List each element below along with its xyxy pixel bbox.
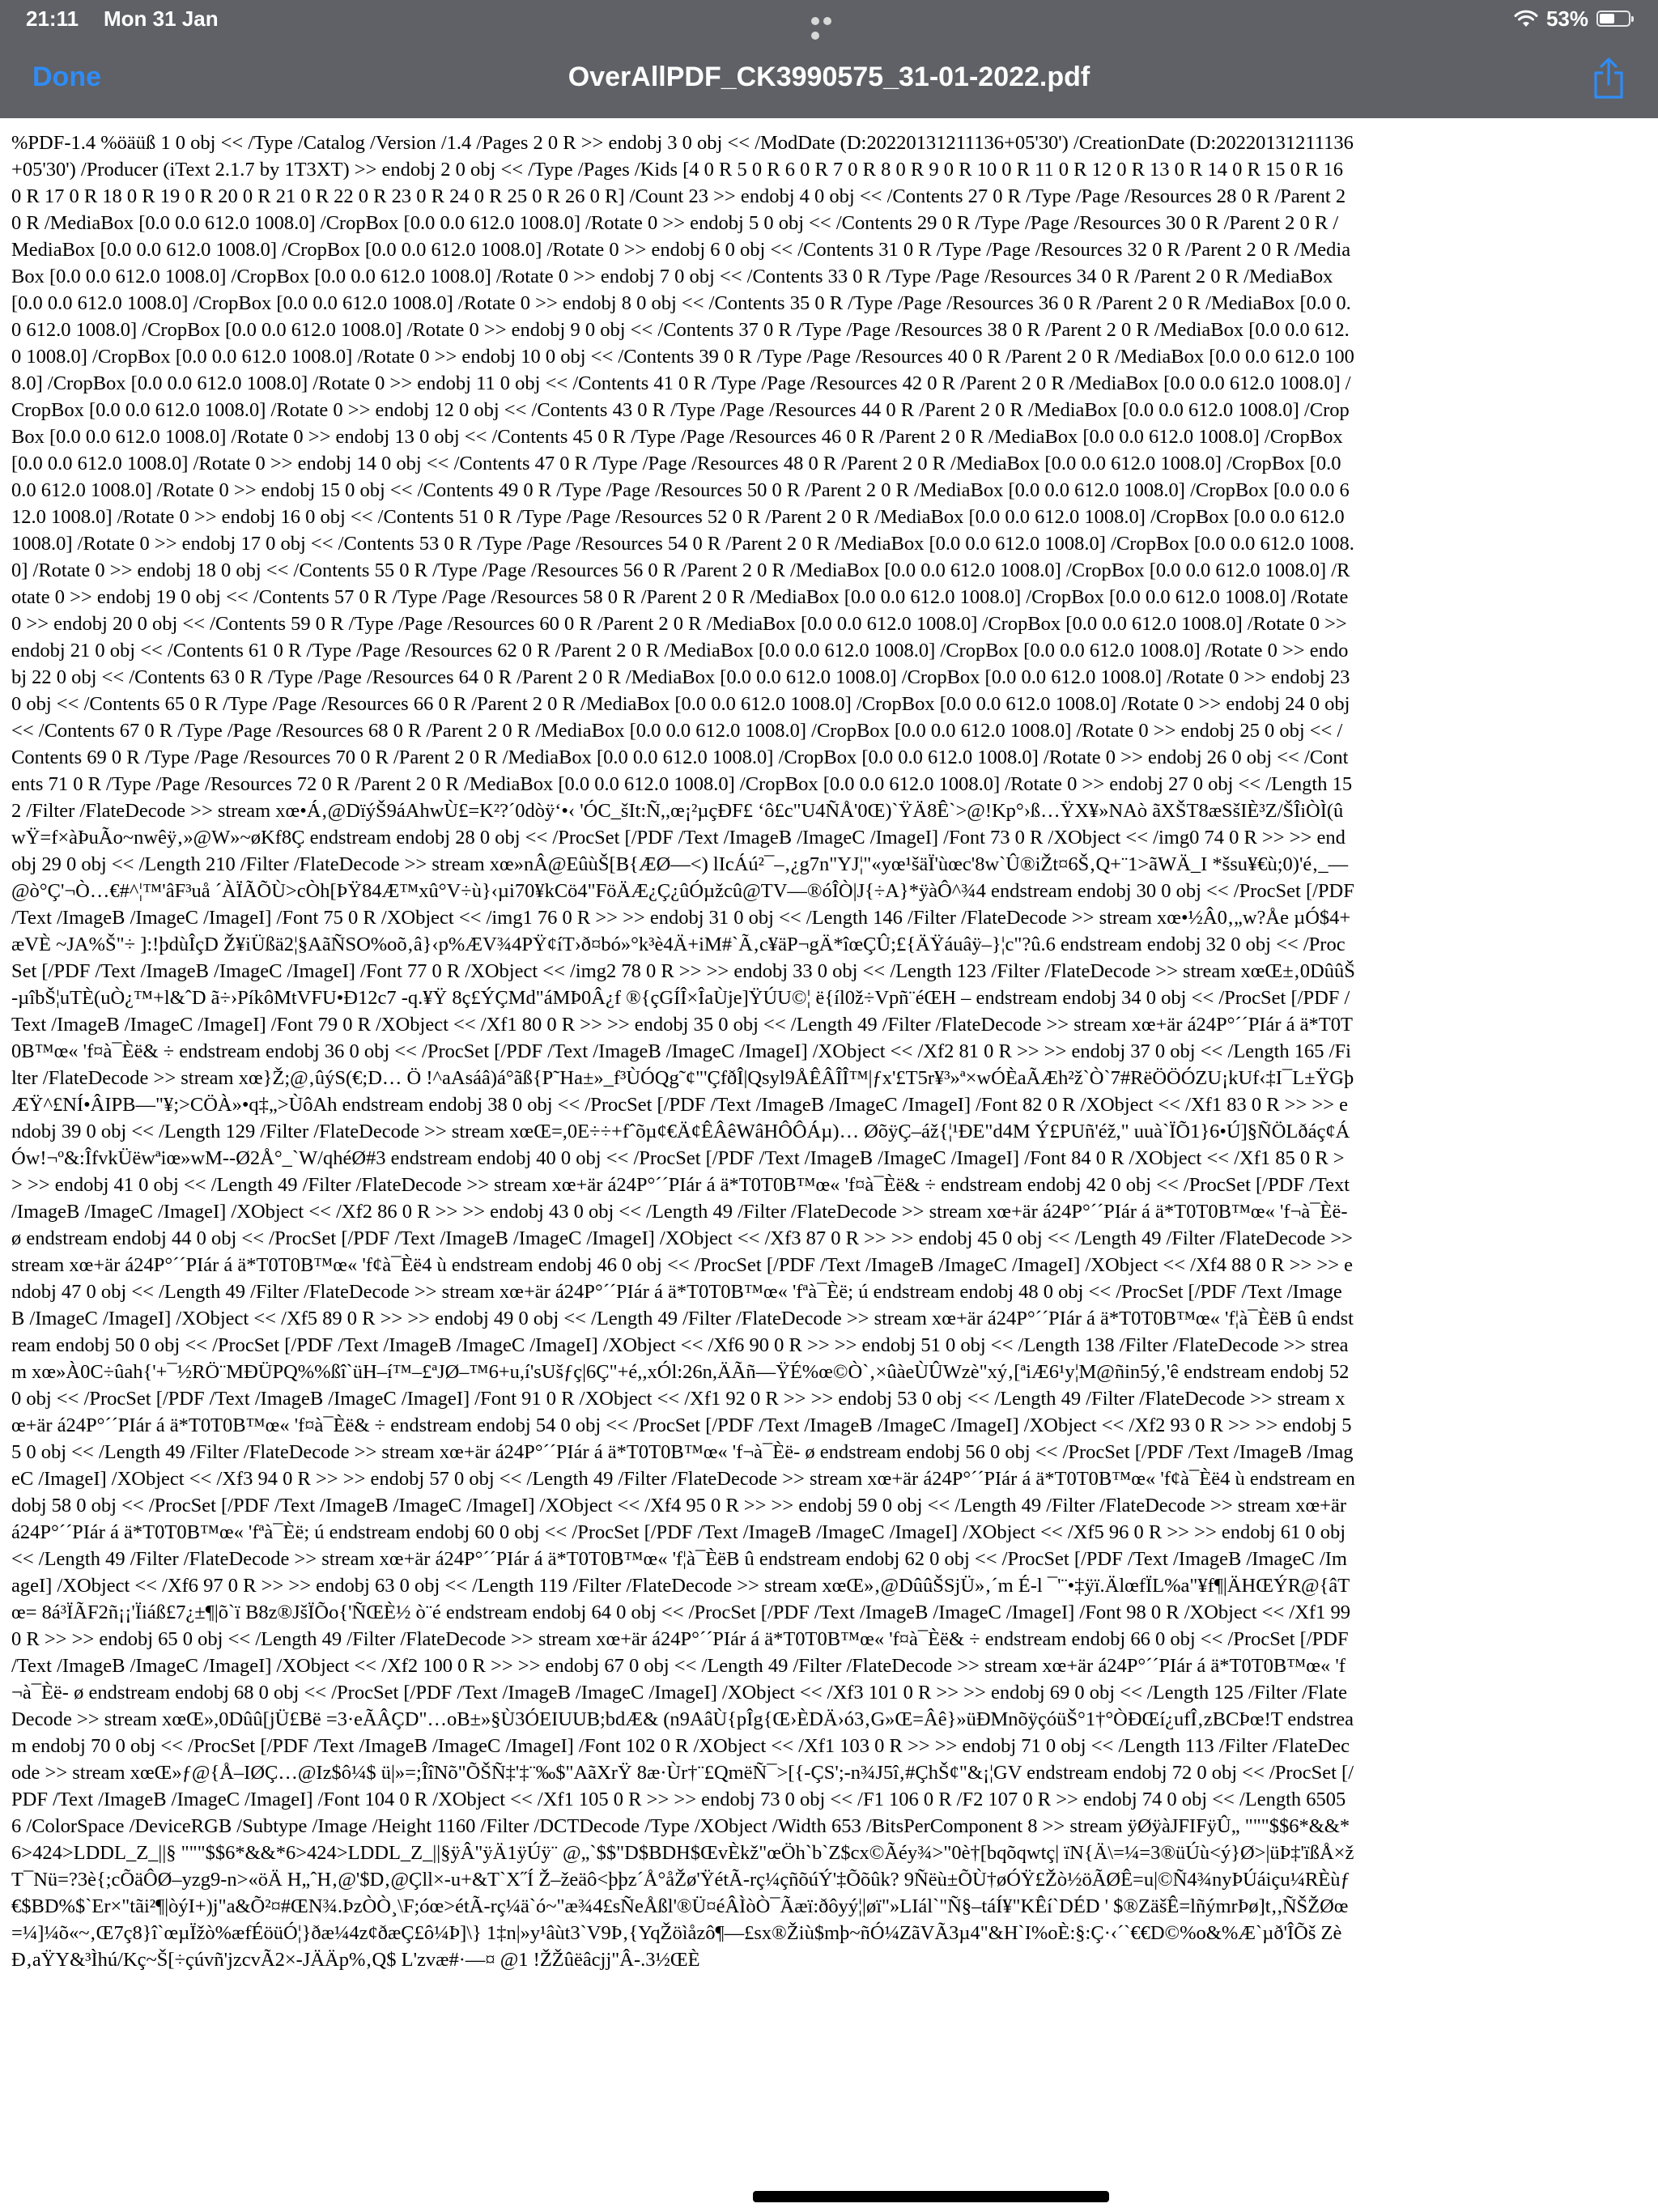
status-time: 21:11	[26, 6, 79, 31]
multitasking-handle-icon[interactable]	[811, 15, 847, 23]
battery-percent: 53%	[1545, 6, 1588, 31]
done-button[interactable]: Done	[32, 62, 101, 92]
document-title: OverAllPDF_CK3990575_31-01-2022.pdf	[568, 62, 1090, 92]
wifi-icon	[1514, 9, 1538, 28]
battery-icon	[1596, 11, 1630, 27]
status-indicators	[1514, 5, 1630, 32]
status-date: Mon 31 Jan	[104, 6, 219, 31]
redaction-bar	[753, 2191, 1109, 2202]
pdf-viewer-toolbar	[0, 0, 1658, 118]
battery-level-fill	[1600, 14, 1614, 23]
pdf-raw-text-content: %PDF-1.4 %öäüß 1 0 obj << /Type /Catalog /Version /1.4 /Pages 2 0 R >> endobj 3 0 obj << /ModDate (D:20220131211136+05'30') /CreationDate (D:20220131211136+05'30') /Producer (iText 2.1.7 by 1T3XT) >> endobj 2 0 obj << /Type /Pages /Kids [4 0 R 5 0 R 6 0 R 7 0 R 8 0 R 9 0 R 10 0 R 11 0 R 12 0 R 13 0 R 14 0 R 15 0 R 16 0 R 17 0 R 18 0 R 19 0 R 20 0 R 21 0 R 22 0 R 23 0 R 24 0 R 25 0 R 26 0 R] /Count 23 >> endobj 4 0 obj << /Contents 27 0 R /Type /Page /Resources 28 0 R /Parent 2 0 R /MediaBox [0.0 0.0 612.0 1008.0] /CropBox [0.0 0.0 612.0 1008.0] /Rotate 0 >> endobj 5 0 obj << /Contents 29 0 R /Type /Page /Resources 30 0 R /Parent 2 0 R /MediaBox [0.0 0.0 612.0 1008.0] /CropBox [0.0 0.0 612.0 1008.0] /Rotate 0 >> endobj 6 0 obj << /Contents 31 0 R /Type /Page /Resources 32 0 R /Parent 2 0 R /MediaBox [0.0 0.0 612.0 1008.0] /CropBox [0.0 0.0 612.0 1008.0] /Rotate 0 >> endobj 7 0 obj << /Contents 33 0 R /Type /Page /Resources 34 0 R /Parent 2 0 R /MediaBox [0.0 0.0 612.0 1008.0] /CropBox [0.0 0.0 612.0 1008.0] /Rotate 0 >> endobj 8 0 obj << /Contents 35 0 R /Type /Page /Resources 36 0 R /Parent 2 0 R /MediaBox [0.0 0.0 612.0 1008.0] /CropBox [0.0 0.0 612.0 1008.0] /Rotate 0 >> endobj 9 0 obj << /Contents 37 0 R /Type /Page /Resources 38 0 R /Parent 2 0 R /MediaBox [0.0 0.0 612.0 1008.0] /CropBox [0.0 0.0 612.0 1008.0] /Rotate 0 >> endobj 10 0 obj << /Contents 39 0 R /Type /Page /Resources 40 0 R /Parent 2 0 R /MediaBox [0.0 0.0 612.0 1008.0] /CropBox [0.0 0.0 612.0 1008.0] /Rotate 0 >> endobj 11 0 obj << /Contents 41 0 R /Type /Page /Resources 42 0 R /Parent 2 0 R /MediaBox [0.0 0.0 612.0 1008.0] /CropBox [0.0 0.0 612.0 1008.0] /Rotate 0 >> endobj 12 0 obj << /Contents 43 0 R /Type /Page /Resources 44 0 R /Parent 2 0 R /MediaBox [0.0 0.0 612.0 1008.0] /CropBox [0.0 0.0 612.0 1008.0] /Rotate 0 >> endobj 13 0 obj << /Contents 45 0 R /Type /Page /Resources 46 0 R /Parent 2 0 R /MediaBox [0.0 0.0 612.0 1008.0] /CropBox [0.0 0.0 612.0 1008.0] /Rotate 0 >> endobj 14 0 obj << /Contents 47 0 R /Type /Page /Resources 48 0 R /Parent 2 0 R /MediaBox [0.0 0.0 612.0 1008.0] /CropBox [0.0 0.0 612.0 1008.0] /Rotate 0 >> endobj 15 0 obj << /Contents 49 0 R /Type /Page /Resources 50 0 R /Parent 2 0 R /MediaBox [0.0 0.0 612.0 1008.0] /CropBox [0.0 0.0 612.0 1008.0] /Rotate 0 >> endobj 16 0 obj << /Contents 51 0 R /Type /Page /Resources 52 0 R /Parent 2 0 R /MediaBox [0.0 0.0 612.0 1008.0] /CropBox [0.0 0.0 612.0 1008.0] /Rotate 0 >> endobj 17 0 obj << /Contents 53 0 R /Type /Page /Resources 54 0 R /Parent 2 0 R /MediaBox [0.0 0.0 612.0 1008.0] /CropBox [0.0 0.0 612.0 1008.0] /Rotate 0 >> endobj 18 0 obj << /Contents 55 0 R /Type /Page /Resources 56 0 R /Parent 2 0 R /MediaBox [0.0 0.0 612.0 1008.0] /CropBox [0.0 0.0 612.0 1008.0] /Rotate 0 >> endobj 19 0 obj << /Contents 57 0 R /Type /Page /Resources 58 0 R /Parent 2 0 R /MediaBox [0.0 0.0 612.0 1008.0] /CropBox [0.0 0.0 612.0 1008.0] /Rotate 0 >> endobj 20 0 obj << /Contents 59 0 R /Type /Page /Resources 60 0 R /Parent 2 0 R /MediaBox [0.0 0.0 612.0 1008.0] /CropBox [0.0 0.0 612.0 1008.0] /Rotate 0 >> endobj 21 0 obj << /Contents 61 0 R /Type /Page /Resources 62 0 R /Parent 2 0 R /MediaBox [0.0 0.0 612.0 1008.0] /CropBox [0.0 0.0 612.0 1008.0] /Rotate 0 >> endobj 22 0 obj << /Contents 63 0 R /Type /Page /Resources 64 0 R /Parent 2 0 R /MediaBox [0.0 0.0 612.0 1008.0] /CropBox [0.0 0.0 612.0 1008.0] /Rotate 0 >> endobj 23 0 obj << /Contents 65 0 R /Type /Page /Resources 66 0 R /Parent 2 0 R /MediaBox [0.0 0.0 612.0 1008.0] /CropBox [0.0 0.0 612.0 1008.0] /Rotate 0 >> endobj 24 0 obj << /Contents 67 0 R /Type /Page /Resources 68 0 R /Parent 2 0 R /MediaBox [0.0 0.0 612.0 1008.0] /CropBox [0.0 0.0 612.0 1008.0] /Rotate 0 >> endobj 25 0 obj << /Contents 69 0 R /Type /Page /Resources 70 0 R /Parent 2 0 R /MediaBox [0.0 0.0 612.0 1008.0] /CropBox [0.0 0.0 612.0 1008.0] /Rotate 0 >> endobj 26 0 obj << /Contents 71 0 R /Type /Page /Resources 72 0 R /Parent 2 0 R /MediaBox [0.0 0.0 612.0 1008.0] /CropBox [0.0 0.0 612.0 1008.0] /Rotate 0 >> endobj 27 0 obj << /Length 152 /Filter /FlateDecode >> stream xœ•Á‚@DïýŠ9áAhwÙ£=K²?´0dòÿ‘•‹ 'ÓC_šIt:Ñ,,œ¡²µçÐF£ ‘ô£c"U4ÑÅ'0Œ)`ŸÄ8Ê`>@!Kp°›ß…ŸX¥»NAò ãXŠT8æSšIÈ³Z/ŠÎiÒÌ(ûwŸ=f×àÞuÃo~nwêÿ‚»@W»~øKf8Ç endstream endobj 28 0 obj << /ProcSet [/PDF /Text /ImageB /ImageC /ImageI] /Font 73 0 R /XObject << /img0 74 0 R >> >> endobj 29 0 obj << /Length 210 /Filter /FlateDecode >> stream xœ»nÂ@EûùŠ[B{ÆØ—<) lIcÁú²¯–‚¿g7n"YJ¦"«yœ¹šäÏ'ùœc'8w`Û®iŽt¤6Š‚Q+¨1>ãWÄ_I *šsu¥€ù;0)'é‚_—@ò°Ç'¬Ò…€#^¦™'âF³uå ´ÀÏÃÕÙ>cÒh[ÞŸ84Æ™xû°V÷ù}‹µi70¥kCö4"FöÄÆ¿Ç¿ûÓµžcû@TV—®óÎÒ|J{÷A}*ÿàÔ^¾4 endstream endobj 30 0 obj << /ProcSet [/PDF /Text /ImageB /ImageC /ImageI] /Font 75 0 R /XObject << /img1 76 0 R >> >> endobj 31 0 obj << /Length 146 /Filter /FlateDecode >> stream xœ•½Â0‚„w?Åe µÓ$4+æVÈ ~JA%Š"÷ ]:!þdùÎçD Ž¥iÜßä2¦§AãÑSO%oõ‚â}‹p%ÆV¾4PŸ¢íT›ð¤bó»°k³è4Ä+iM#`Ã‚c¥äP¬gÄ*îœÇÛ;£{ÄŸáuâÿ–}¦c"?û.6 endstream endobj 32 0 obj << /ProcSet [/PDF /Text /ImageB /ImageC /ImageI] /Font 77 0 R /XObject << /img2 78 0 R >> >> endobj 33 0 obj << /Length 123 /Filter /FlateDecode >> stream xœŒ±‚0DûûŠ-µîbŠ¦uTÈ(uÒ¿™+l&ˆD ã÷›PíkôMtVFU•Ð12c7 -q.¥Ÿ 8ç£ÝÇMd"áMÞ0Â¿f ®{çGÍÎ×ÎaÙje]ŸÚU©¦ ë{íl0ž÷Vpñ¨éŒH – endstream endobj 34 0 obj << /ProcSet [/PDF /Text /ImageB /ImageC /ImageI] /Font 79 0 R /XObject << /Xf1 80 0 R >> >> endobj 35 0 obj << /Length 49 /Filter /FlateDecode >> stream xœ+är á24P°´´PIár á ä*T0T0B™œ« 'f¤à¯Èë& ÷ endstream endobj 36 0 obj << /ProcSet [/PDF /Text /ImageB /ImageC /ImageI] /XObject << /Xf2 81 0 R >> >> endobj 37 0 obj << /Length 165 /Filter /FlateDecode >> stream xœ}Ž;@‚ûýS(€;D… Ö !^aAsáâ)á°ãß{P˜Ha±»_f³ÙÓQg˜¢"'ÇfðÎ|Qsyl9ÅÊÂÎÎ™|ƒx'£T5r¥³»ª×wÓÈaÃÆh²ž`Ò`7#RëÖÖÓZU¡kUf‹‡I¯L±ŸGþÆŸ^£NÍ•ÂIPB—"¥;>CÖÀ»•q‡„>ÙôAh endstream endobj 38 0 obj << /ProcSet [/PDF /Text /ImageB /ImageC /ImageI] /Font 82 0 R /XObject << /Xf1 83 0 R >> >> endobj 39 0 obj << /Length 129 /Filter /FlateDecode >> stream xœŒ=,0E÷÷+fˆõµ¢€Ä¢ÊÂêWâHÔÔÁµ)… ØõÿÇ–áž{¦¹ÐE"d4M Ý£PUñ'éž," uuà`ÏÕ1}6•Ú]§ÑÖLðáç¢ÁÓw!¬º&:ÎfvkÜëwªiœ»wM--Ø2Å°_`W/qhéØ#3 endstream endobj 40 0 obj << /ProcSet [/PDF /Text /ImageB /ImageC /ImageI] /Font 84 0 R /XObject << /Xf1 85 0 R >> >> endobj 41 0 obj << /Length 49 /Filter /FlateDecode >> stream xœ+är á24P°´´PIár á ä*T0T0B™œ« 'f¤à¯Èë& ÷ endstream endobj 42 0 obj << /ProcSet [/PDF /Text /ImageB /ImageC /ImageI] /XObject << /Xf2 86 0 R >> >> endobj 43 0 obj << /Length 49 /Filter /FlateDecode >> stream xœ+är á24P°´´PIár á ä*T0T0B™œ« 'f¬à¯Èë- ø endstream endobj 44 0 obj << /ProcSet [/PDF /Text /ImageB /ImageC /ImageI] /XObject << /Xf3 87 0 R >> >> endobj 45 0 obj << /Length 49 /Filter /FlateDecode >> stream xœ+är á24P°´´PIár á ä*T0T0B™œ« 'f¢à¯Èë4 ù endstream endobj 46 0 obj << /ProcSet [/PDF /Text /ImageB /ImageC /ImageI] /XObject << /Xf4 88 0 R >> >> endobj 47 0 obj << /Length 49 /Filter /FlateDecode >> stream xœ+är á24P°´´PIár á ä*T0T0B™œ« 'fªà¯Èë; ú endstream endobj 48 0 obj << /ProcSet [/PDF /Text /ImageB /ImageC /ImageI] /XObject << /Xf5 89 0 R >> >> endobj 49 0 obj << /Length 49 /Filter /FlateDecode >> stream xœ+är á24P°´´PIár á ä*T0T0B™œ« 'f¦à¯ÈëB û endstream endobj 50 0 obj << /ProcSet [/PDF /Text /ImageB /ImageC /ImageI] /XObject << /Xf6 90 0 R >> >> endobj 51 0 obj << /Length 138 /Filter /FlateDecode >> stream xœ»À0C÷ûah{'+¯½RÖ¨MÐÜPQ%%ßî`üH–í™–£ªJØ–™6+u,í'sUšƒç|6Ç"+é,,xÓl:26n,ÄÃñ—ŸÉ%œ©Ò`‚×ûàeÙÛWzè"xý‚[ªiÆ6¹y¦M@ñin5ý‚'ê endstream endobj 52 0 obj << /ProcSet [/PDF /Text /ImageB /ImageC /ImageI] /Font 91 0 R /XObject << /Xf1 92 0 R >> >> endobj 53 0 obj << /Length 49 /Filter /FlateDecode >> stream xœ+är á24P°´´PIár á ä*T0T0B™œ« 'f¤à¯Èë& ÷ endstream endobj 54 0 obj << /ProcSet [/PDF /Text /ImageB /ImageC /ImageI] /XObject << /Xf2 93 0 R >> >> endobj 55 0 obj << /Length 49 /Filter /FlateDecode >> stream xœ+är á24P°´´PIár á ä*T0T0B™œ« 'f¬à¯Èë- ø endstream endobj 56 0 obj << /ProcSet [/PDF /Text /ImageB /ImageC /ImageI] /XObject << /Xf3 94 0 R >> >> endobj 57 0 obj << /Length 49 /Filter /FlateDecode >> stream xœ+är á24P°´´PIár á ä*T0T0B™œ« 'f¢à¯Èë4 ù endstream endobj 58 0 obj << /ProcSet [/PDF /Text /ImageB /ImageC /ImageI] /XObject << /Xf4 95 0 R >> >> endobj 59 0 obj << /Length 49 /Filter /FlateDecode >> stream xœ+är á24P°´´PIár á ä*T0T0B™œ« 'fªà¯Èë; ú endstream endobj 60 0 obj << /ProcSet [/PDF /Text /ImageB /ImageC /ImageI] /XObject << /Xf5 96 0 R >> >> endobj 61 0 obj << /Length 49 /Filter /FlateDecode >> stream xœ+är á24P°´´PIár á ä*T0T0B™œ« 'f¦à¯ÈëB û endstream endobj 62 0 obj << /ProcSet [/PDF /Text /ImageB /ImageC /ImageI] /XObject << /Xf6 97 0 R >> >> endobj 63 0 obj << /Length 119 /Filter /FlateDecode >> stream xœŒ»‚@DûûŠSjÜ»‚´m É-l ¯'¨•‡ÿï.ÄlœfÏL%a"¥f¶|ÄHŒÝR@{âTœ= 8á³ÏÃF2ñ¡¡'Ïiáß£7¿±¶|õ`ï B8z®JšÏÕo{'ÑŒÈ½ ò¨é endstream endobj 64 0 obj << /ProcSet [/PDF /Text /ImageB /ImageC /ImageI] /Font 98 0 R /XObject << /Xf1 99 0 R >> >> endobj 65 0 obj << /Length 49 /Filter /FlateDecode >> stream xœ+är á24P°´´PIár á ä*T0T0B™œ« 'f¤à¯Èë& ÷ endstream endobj 66 0 obj << /ProcSet [/PDF /Text /ImageB /ImageC /ImageI] /XObject << /Xf2 100 0 R >> >> endobj 67 0 obj << /Length 49 /Filter /FlateDecode >> stream xœ+är á24P°´´PIár á ä*T0T0B™œ« 'f¬à¯Èë- ø endstream endobj 68 0 obj << /ProcSet [/PDF /Text /ImageB /ImageC /ImageI] /XObject << /Xf3 101 0 R >> >> endobj 69 0 obj << /Length 125 /Filter /FlateDecode >> stream xœŒ»,0Dûû[jÜ£Bë =3·eÃÂÇD"…oB±»§Ù3ÓEIUUB;bdÆ& (n9AâÙ{pÎg{Œ›ÈDÄ›ó3‚G»Œ=Âê}»üÐMnõÿçóüŠ°1†°ÒÐŒí¿ufÎ‚zBCÞœ!T endstream endobj 70 0 obj << /ProcSet [/PDF /Text /ImageB /ImageC /ImageI] /Font 102 0 R /XObject << /Xf1 103 0 R >> >> endobj 71 0 obj << /Length 113 /Filter /FlateDecode >> stream xœŒ»ƒ@{Å–IØÇ…@Iz$ô¼$ ü|»=;ÎîNõ"ÕŠÑ‡'‡¨‰$"AãXrŸ 8æ·Ùr†¨£QmëÑ¯>[{-ÇS';-n¾J5î‚#ÇhŠ¢"&¡¦GV endstream endobj 72 0 obj << /ProcSet [/PDF /Text /ImageB /ImageC /ImageI] /Font 104 0 R /XObject << /Xf1 105 0 R >> >> endobj 73 0 obj << /F1 106 0 R /F2 107 0 R >> endobj 74 0 obj << /Length 65056 /ColorSpace /DeviceRGB /Subtype /Image /Height 1160 /Filter /DCTDecode /Type /XObject /Width 653 /BitsPerComponent 8 >> stream ÿØÿàJFIFÿÛ„ """$$6*&&*6>424>LDDL_Z_||§ """$$6*&&*6>424>LDDL_Z_||§ÿÂ"ÿÄ1ÿÚÿ¨ @„`$$"D$BDH$ŒvÈkž"œÖh`b`Z$cx©Ãéy¾>"0è†[bqõqwtç| ïN{Ä\=¼=3®üÚù<ý}Ø>|üÞ‡'ïßÅ×žT¯Nü=?3è{;cÕäÔØ–yzg9-n>«öÄ H„ˆH‚@'$D‚@Çll×-u+&T`X˝Í Ž–žeäô<þþz´Å°åŽø'ŸétÃ-rç¼çñõúÝ'‡Õõûk? 9Ñëù±ÕÙ†øÓŸ£Žò½öÃØÊ=u|©Ñ4¾nyÞÚáiçu¼RÈùƒ€$BD%$`Er×"tãi²¶|òýI+)j"a&Õ²¤#ŒN¾.ÞzÒÒ¸\F;óœ>étÃ-rç¼ä`ó~"æ¾4£sÑeÅßl'®Ü¤éÂÌòÒ¯Ãæï:ðôyý¦|øï"»LIál`"Ñ§–táÍ¥"KÊí`DÉD ' $®ZäšÊ=lñýmrÞø]t‚,ÑŠŽØœ=¼]¼õ«~‚Œ7ç8}î`œµÏžò%æfÉöüÓ¦}ðæ¼4z¢ðæÇ£ô¼Þ]\} 1‡n|»y¹âùt3`V9Þ‚{YqŽöìåzô¶—£sx®Žiù$mþ~ñÓ¼ZãVÃ3µ4"&H`I%oÈ:§:Ç·‹´`€€D©%o&%Æ`µð'ÎÕš ZèÐ‚aŸY&³Ìhú/Kç~Š[÷çúvñ'jzcvÃ2×-JÄÄp%‚Q$ L'zvæ#·—¤ @1 !ŽŽûëâcjj"Â-.3½ŒÈ	[11, 132, 1355, 1971]
share-icon[interactable]	[1590, 57, 1627, 100]
